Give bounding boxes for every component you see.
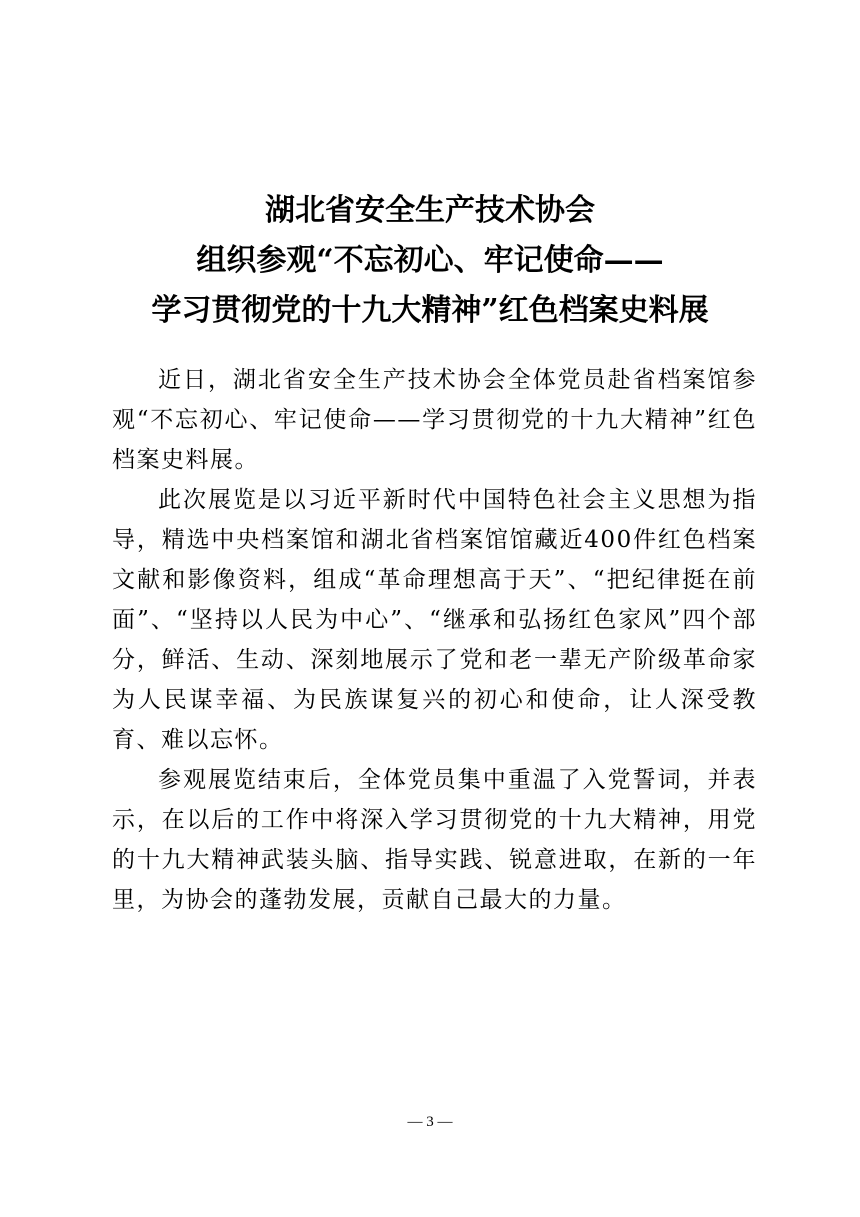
page-number: — 3 — xyxy=(407,1114,453,1130)
body-paragraph-3: 参观展览结束后，全体党员集中重温了入党誓词，并表示，在以后的工作中将深入学习贯彻党的十九大精神，用党的十九大精神武装头脑、指导实践、锐意进取，在新的一年里，为协会的蓬勃发展，贡献自己最大的力量。 xyxy=(112,767,757,913)
document-title xyxy=(100,186,760,336)
title-line-3: 学习贯彻党的十九大精神”红色档案史料展 xyxy=(151,293,709,328)
body-paragraph-1: 近日，湖北省安全生产技术协会全体党员赴省档案馆参观“不忘初心、牢记使命——学习贯彻党的十九大精神”红色档案史料展。 xyxy=(112,367,757,473)
body-paragraph-2: 此次展览是以习近平新时代中国特色社会主义思想为指导，精选中央档案馆和湖北省档案馆馆藏近400件红色档案文献和影像资料，组成“革命理想高于天”、“把纪律挺在前面”、“坚持以人民为中心”、“继承和弘扬红色家风”四个部分，鲜活、生动、深刻地展示了党和老一辈无产阶级革命家为人民谋幸福、为民族谋复兴的初心和使命，让人深受教育、难以忘怀。 xyxy=(112,487,757,753)
title-line-2: 组织参观“不忘初心、牢记使命—— xyxy=(196,243,664,278)
title-line-1: 湖北省安全生产技术协会 xyxy=(265,193,595,228)
document-body xyxy=(112,360,757,920)
